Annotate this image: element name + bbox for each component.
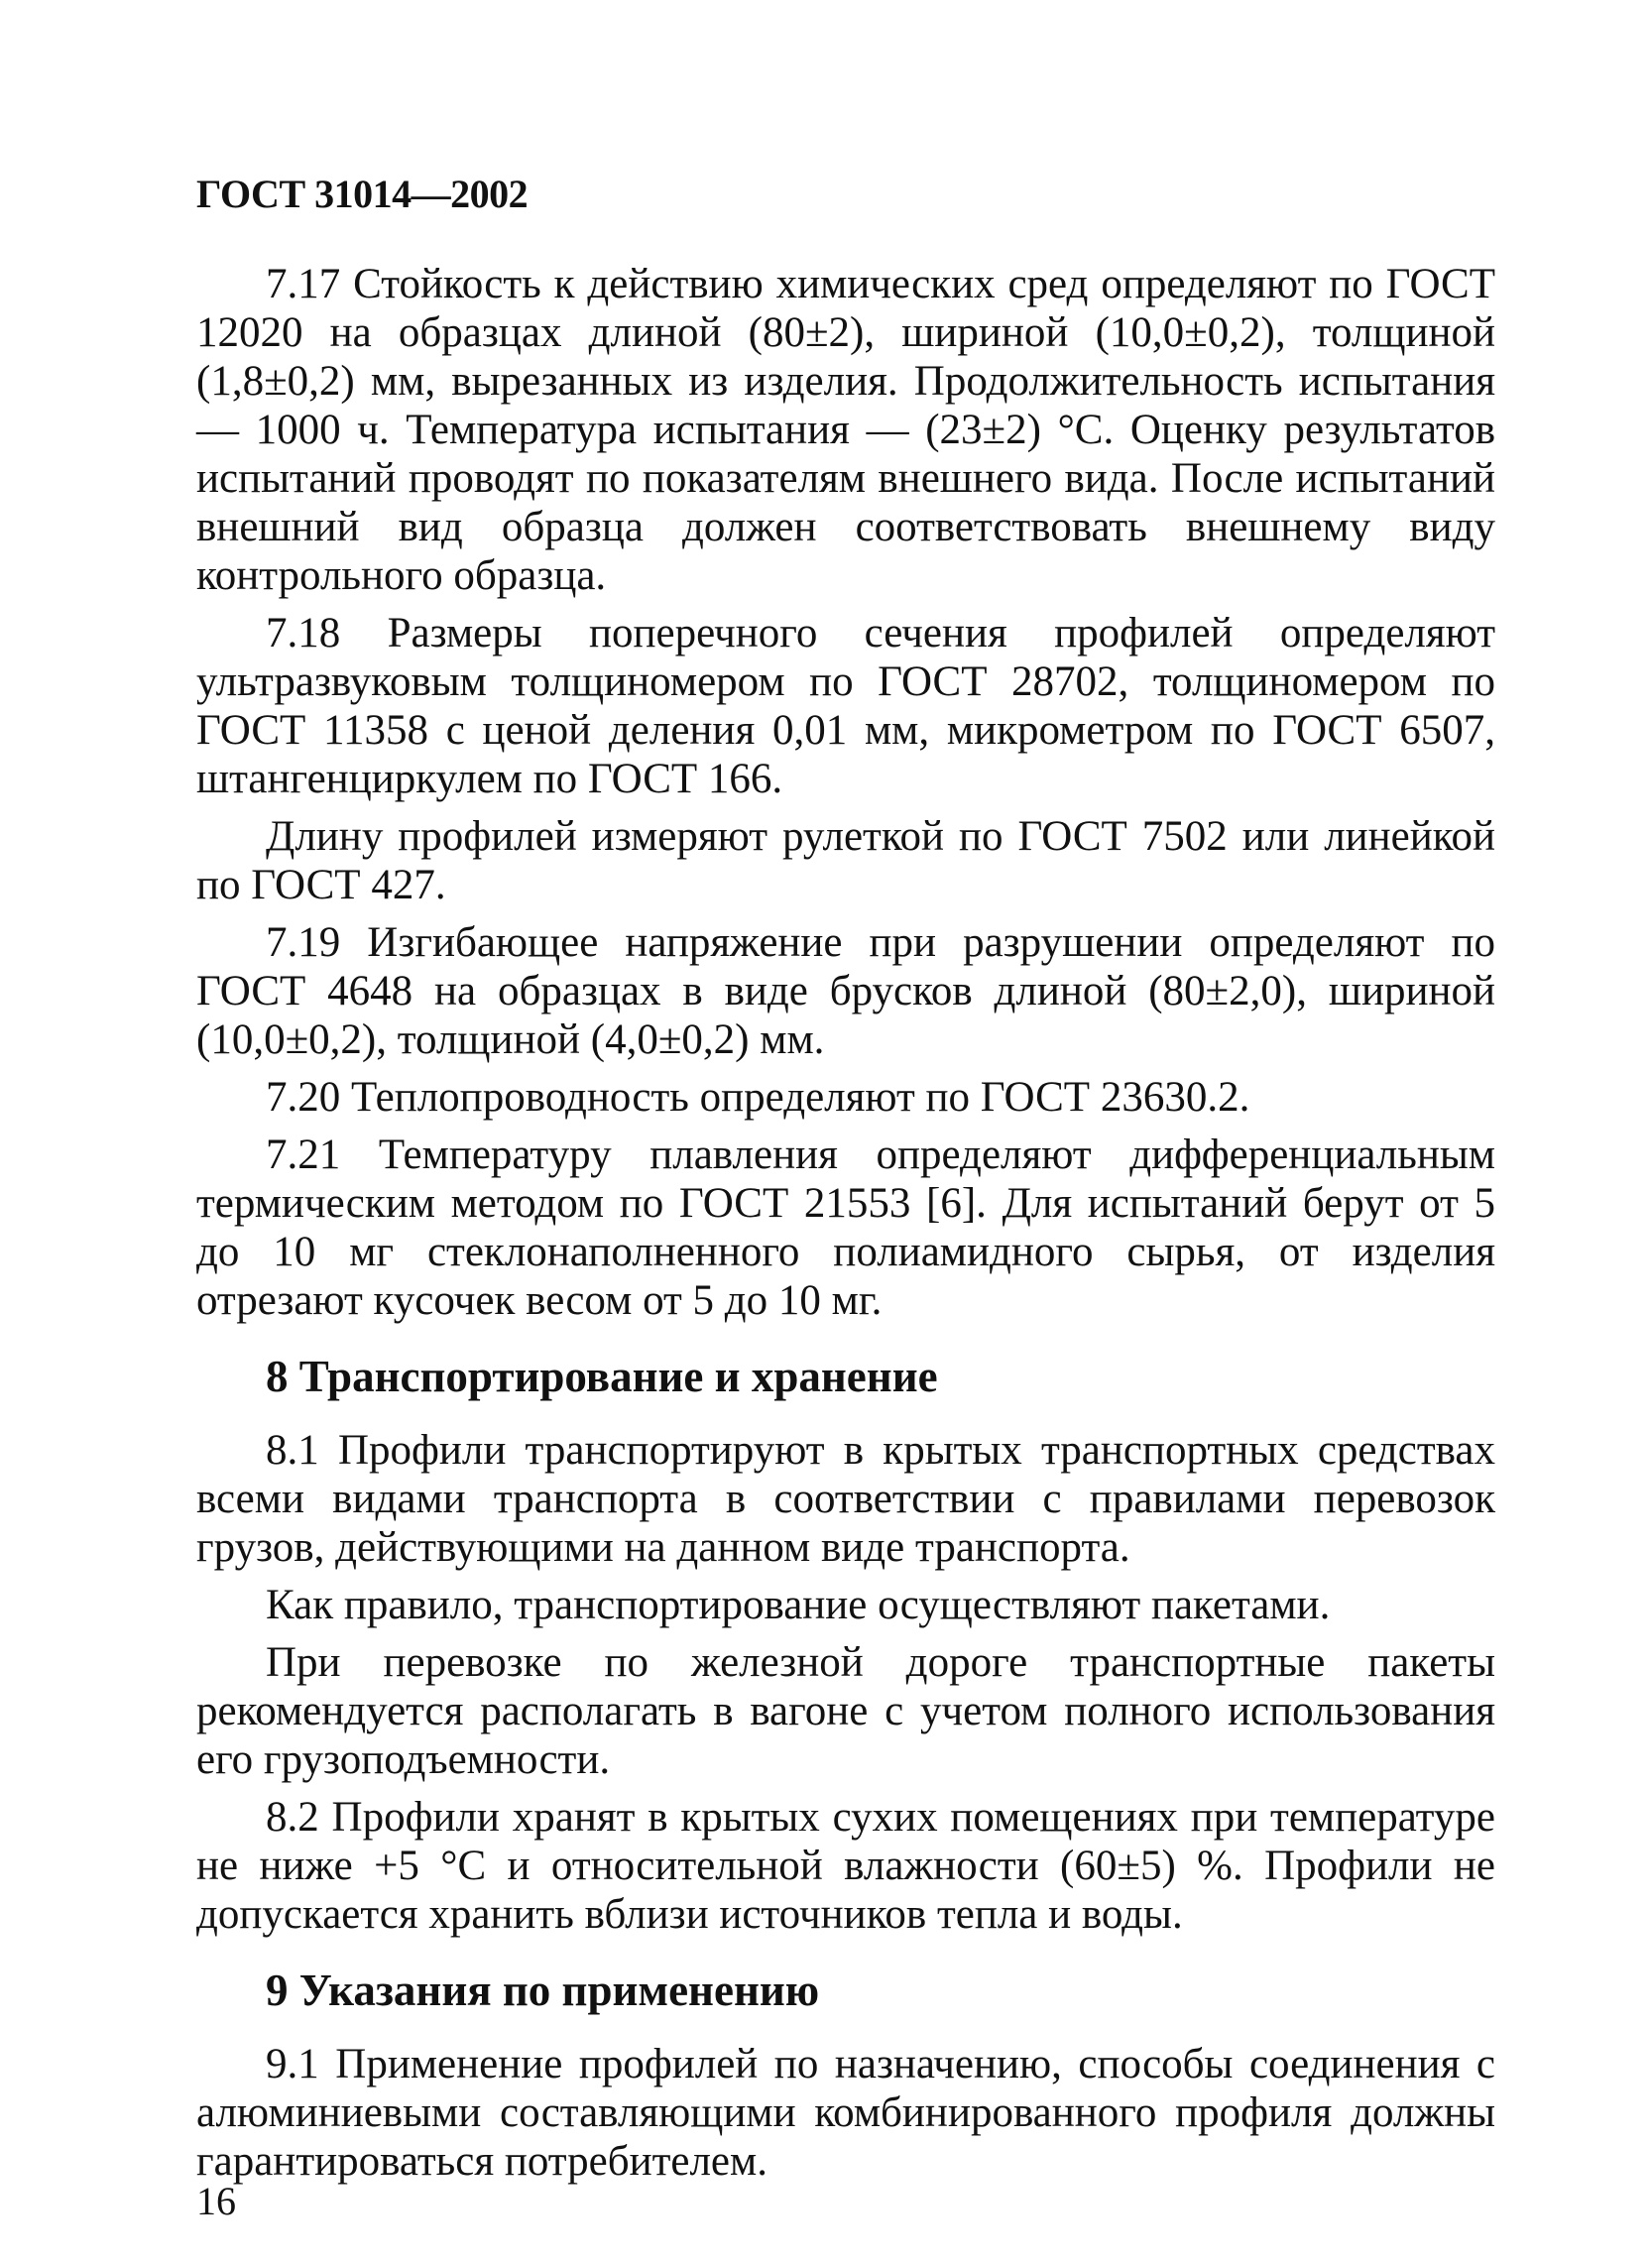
page-number: 16 [196,2179,236,2223]
clause-7-19: 7.19 Изгибающее напряжение при разрушении определяют по ГОСТ 4648 на образцах в виде брусков длиной (80±2,0), шириной (10,0±0,2), толщиной (4,0±0,2) мм. [196,919,1495,1063]
clause-8-1-packages: Как правило, транспортирование осуществляют пакетами. [266,1582,1331,1628]
clause-9-1: 9.1 Применение профилей по назначению, способы соединения с алюминиевыми составляющими комбинированного профиля должны гарантироваться потребителем. [196,2041,1495,2185]
clause-7-18: 7.18 Размеры поперечного сечения профилей определяют ультразвуковым толщиномером по ГОСТ 28702, толщиномером по ГОСТ 11358 с ценой деления 0,01 мм, микрометром по ГОСТ 6507, штангенциркулем по ГОСТ 166. [196,610,1495,802]
clause-7-20: 7.20 Теплопроводность определяют по ГОСТ 23630.2. [266,1074,1250,1121]
clause-7-17: 7.17 Стойкость к действию химических сред определяют по ГОСТ 12020 на образцах длиной (80±2), шириной (10,0±0,2), толщиной (1,8±0,2) мм, вырезанных из изделия. Продолжительность испытания — 1000 ч. Температура испытания — (23±2) °С. Оценку результатов испытаний проводят по показателям внешнего вида. После испытаний внешний вид образца должен соответствовать внешнему виду контрольного образца. [196,261,1495,599]
clause-8-2: 8.2 Профили хранят в крытых сухих помещениях при температуре не ниже +5 °С и относительной влажности (60±5) %. Профили не допускается хранить вблизи источников тепла и воды. [196,1794,1495,1938]
section-9-heading: 9 Указания по применению [266,1965,820,2015]
clause-8-1: 8.1 Профили транспортируют в крытых транспортных средствах всеми видами транспорта в соответствии с правилами перевозок грузов, действующими на данном виде транспорта. [196,1427,1495,1571]
clause-7-21: 7.21 Температуру плавления определяют дифференциальным термическим методом по ГОСТ 21553 [6]. Для испытаний берут от 5 до 10 мг стеклонаполненного полиамидного сырья, от изделия отрезают кусочек весом от 5 до 10 мг. [196,1132,1495,1324]
standard-code-header: ГОСТ 31014—2002 [196,172,529,216]
clause-7-18-length: Длину профилей измеряют рулеткой по ГОСТ 7502 или линейкой по ГОСТ 427. [196,813,1495,908]
clause-8-1-railway: При перевозке по железной дороге транспортные пакеты рекомендуется располагать в вагоне с учетом полного использования его грузоподъемности. [196,1639,1495,1783]
section-8-heading: 8 Транспортирование и хранение [266,1352,938,1401]
document-body [196,260,1495,2195]
